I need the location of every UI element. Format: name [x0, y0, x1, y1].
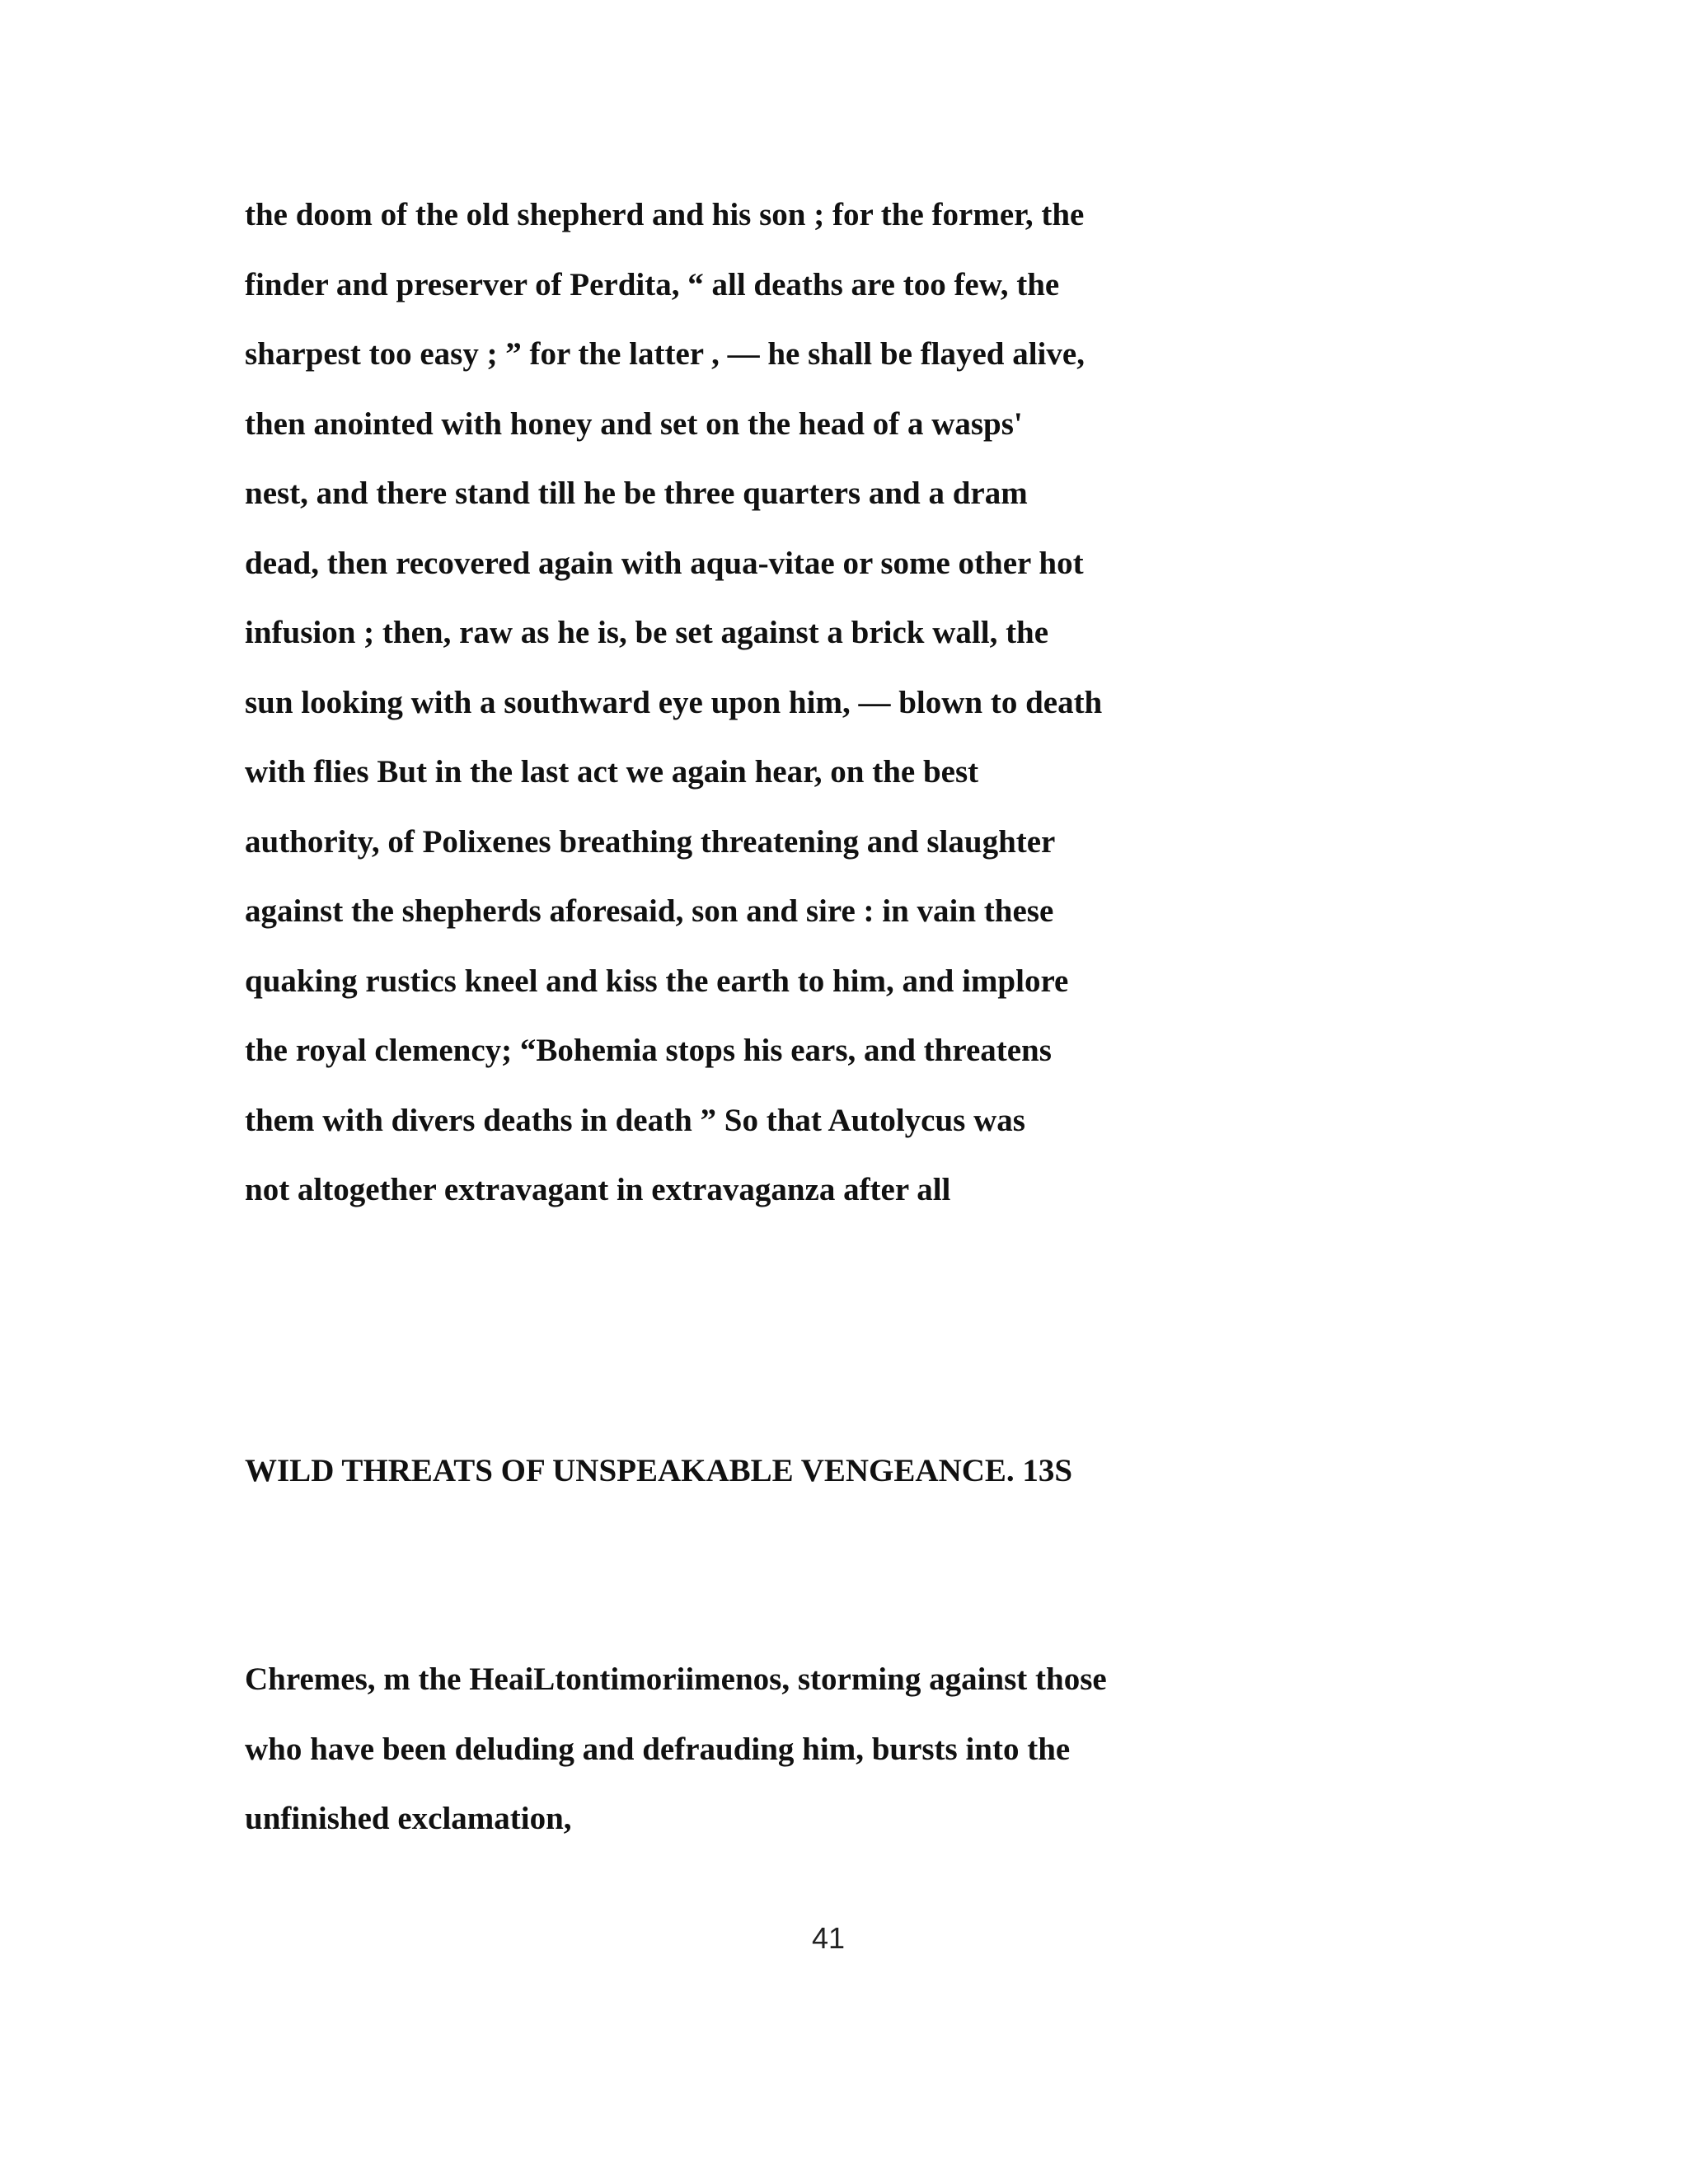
- text-line: not altogether extravagant in extravaganza after all: [245, 1172, 951, 1207]
- running-head: WILD THREATS OF UNSPEAKABLE VENGEANCE. 13S: [245, 1453, 1073, 1488]
- text-line: with flies But in the last act we again hear, on the best: [245, 754, 979, 790]
- text-line: the royal clemency; “Bohemia stops his ears, and threatens: [245, 1033, 1052, 1068]
- text-line: authority, of Polixenes breathing threatening and slaughter: [245, 824, 1056, 860]
- text-line: infusion ; then, raw as he is, be set against a brick wall, the: [245, 615, 1049, 650]
- text-line: dead, then recovered again with aqua-vitae or some other hot: [245, 546, 1084, 581]
- text-line: against the shepherds aforesaid, son and sire : in vain these: [245, 893, 1054, 929]
- text-line: the doom of the old shepherd and his son ; for the former, the: [245, 197, 1085, 232]
- text-line: them with divers deaths in death ” So that Autolycus was: [245, 1103, 1025, 1138]
- text-line: unfinished exclamation,: [245, 1801, 572, 1836]
- text-line: finder and preserver of Perdita, “ all deaths are too few, the: [245, 267, 1060, 302]
- text-line: nest, and there stand till he be three quarters and a dram: [245, 476, 1028, 511]
- text-line: then anointed with honey and set on the head of a wasps': [245, 406, 1023, 442]
- text-line: sharpest too easy ; ” for the latter , — he shall be flayed alive,: [245, 336, 1085, 372]
- text-line: who have been deluding and defrauding him, bursts into the: [245, 1732, 1071, 1767]
- text-line: quaking rustics kneel and kiss the earth to him, and implore: [245, 963, 1069, 999]
- page-number: 41: [811, 1921, 846, 1955]
- text-line: Chremes, m the HeaiLtontimoriimenos, storming against those: [245, 1661, 1107, 1697]
- text-line: sun looking with a southward eye upon him, — blown to death: [245, 685, 1103, 720]
